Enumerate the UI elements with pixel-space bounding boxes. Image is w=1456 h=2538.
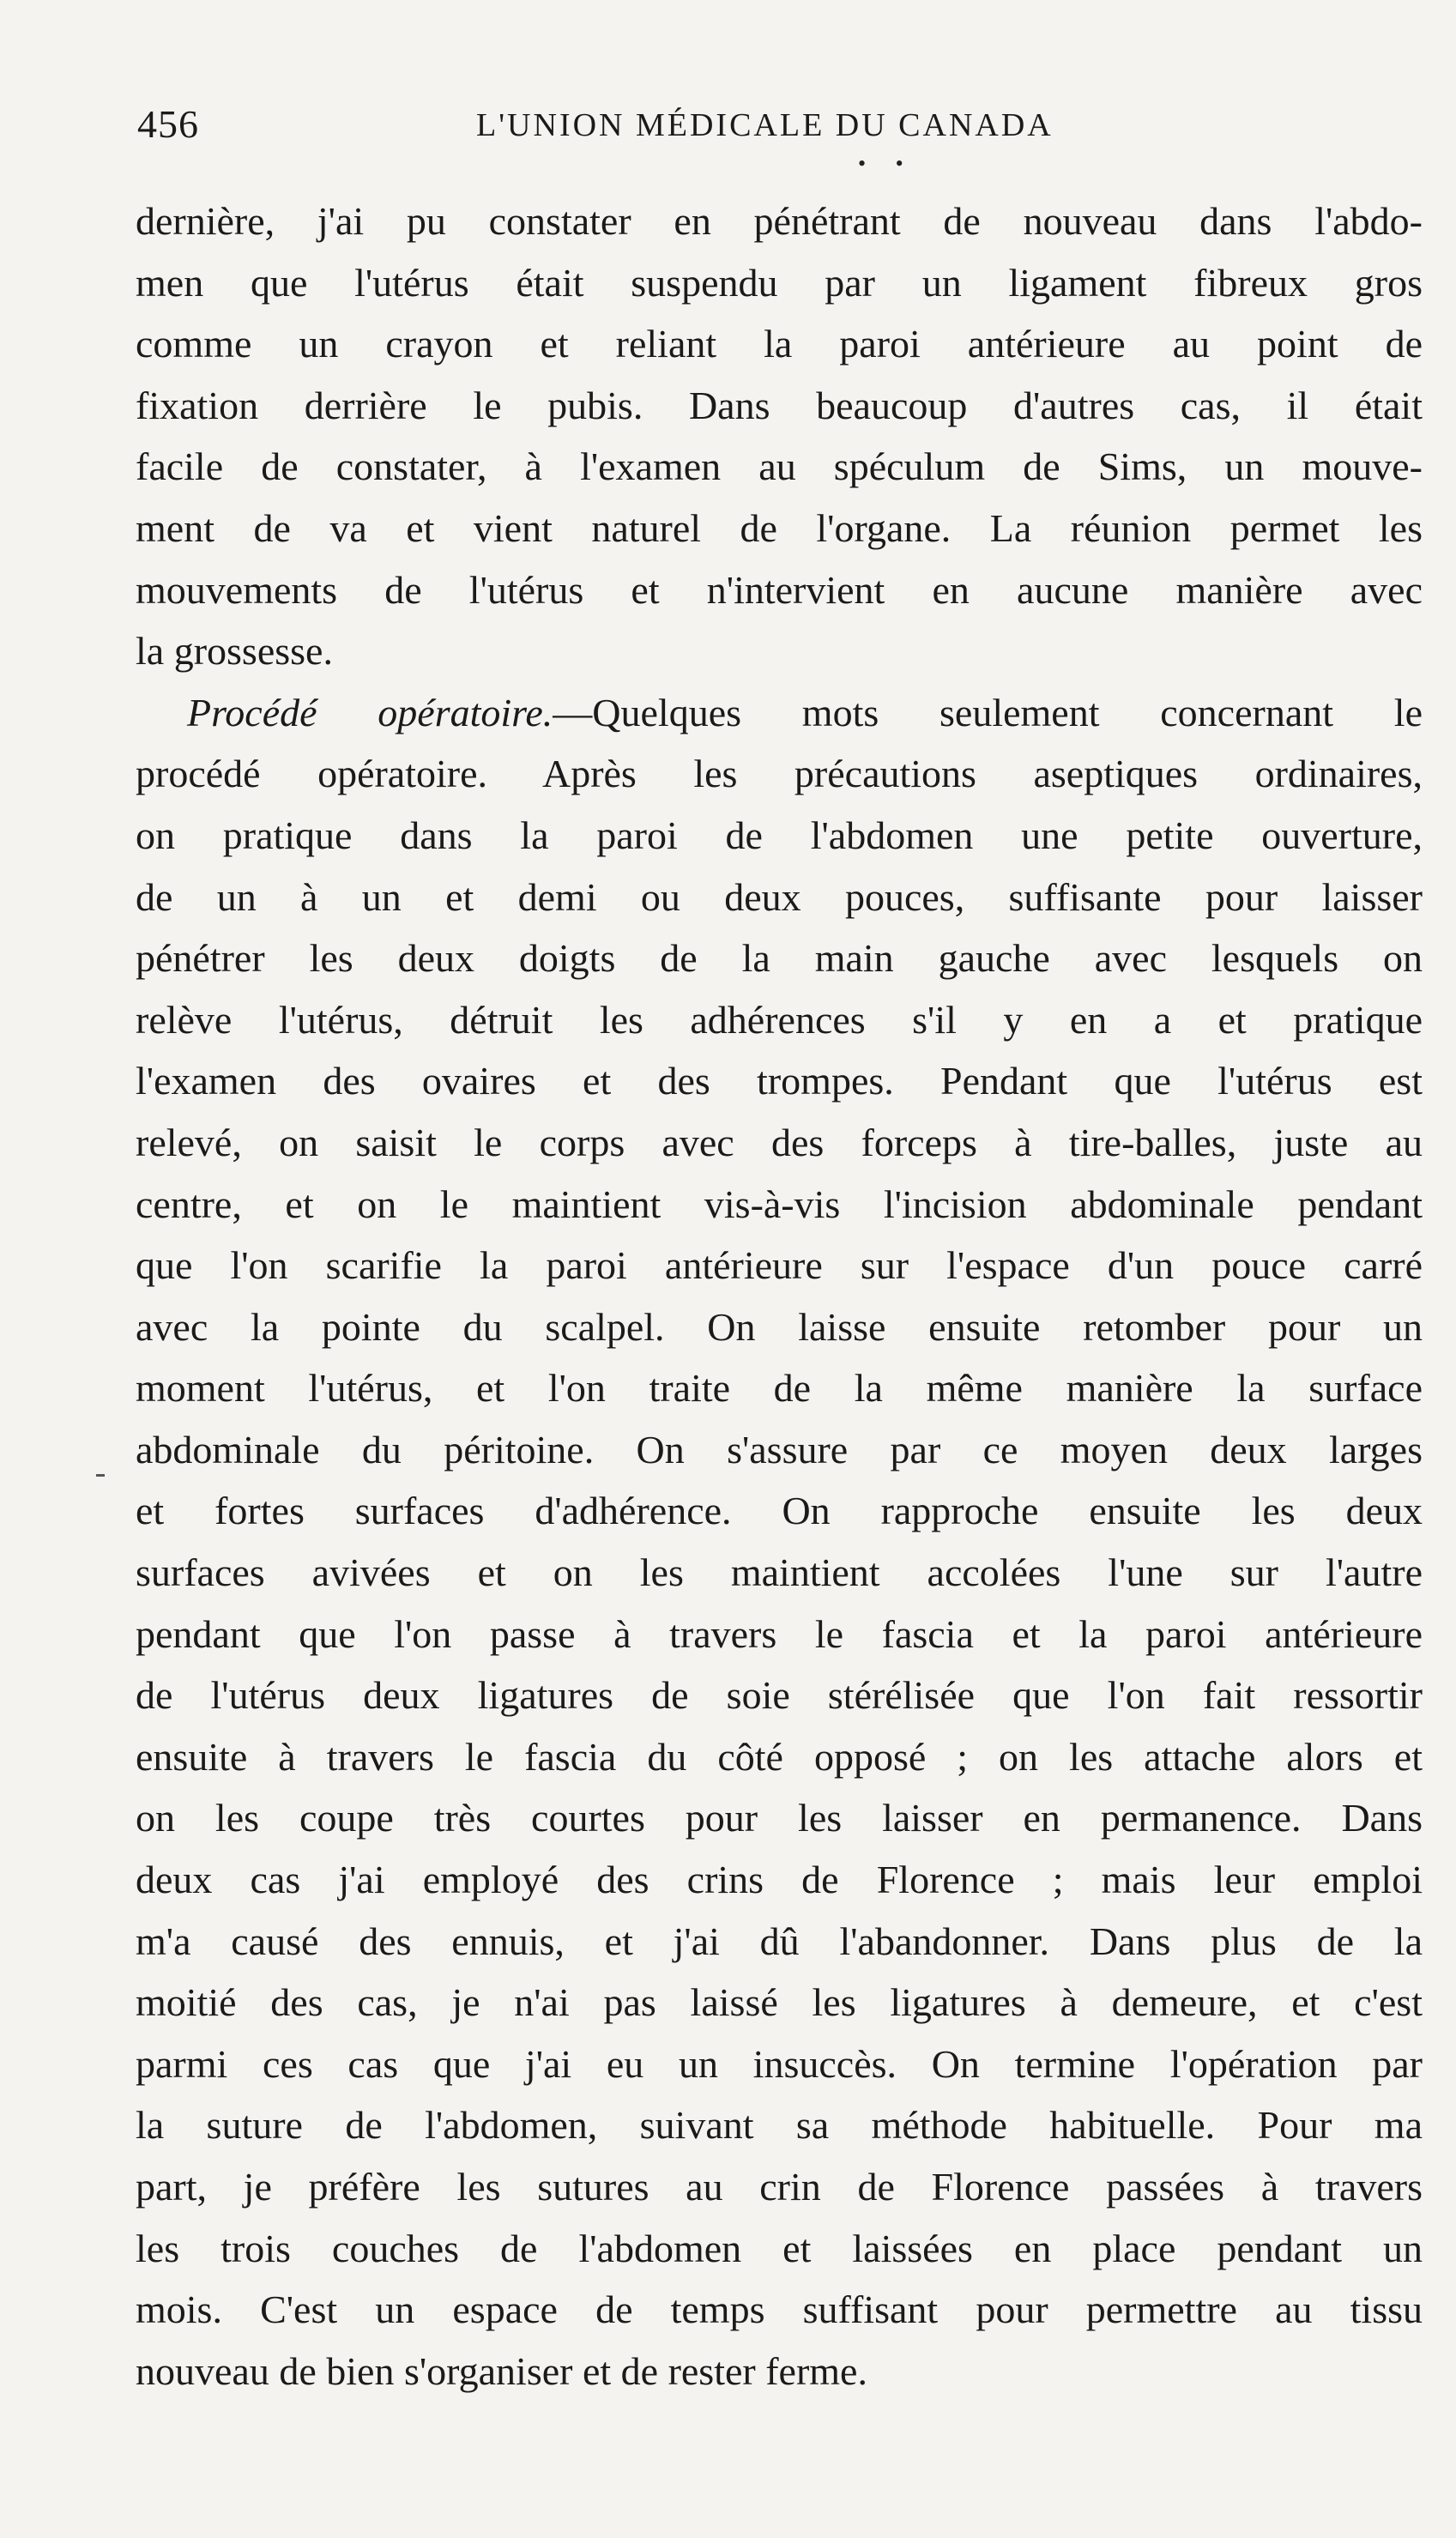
page-number: 456 (137, 102, 199, 146)
text-line: l'examen des ovaires et des trompes. Pendant que l'utérus est (136, 1059, 1423, 1103)
text-line: relève l'utérus, détruit les adhérences s'il y en a et pratique (136, 997, 1423, 1042)
text-line: abdominale du péritoine. On s'assure par ce moyen deux larges (136, 1427, 1423, 1471)
text-line: on les coupe très courtes pour les laisser en permanence. Dans (136, 1796, 1423, 1840)
margin-mark (96, 1474, 105, 1477)
text-line: m'a causé des ennuis, et j'ai dû l'abandonner. Dans plus de la (136, 1919, 1423, 1963)
text-line: men que l'utérus était suspendu par un ligament fibreux gros (136, 260, 1423, 305)
text-line: ment de va et vient naturel de l'organe. La réunion permet les (136, 505, 1423, 550)
text-line: comme un crayon et reliant la paroi antérieure au point de (136, 322, 1423, 366)
body-text (136, 190, 1423, 2402)
text-line: centre, et on le maintient vis-à-vis l'incision abdominale pendant (136, 1181, 1423, 1226)
text-line: de l'utérus deux ligatures de soie stérélisée que l'on fait ressortir (136, 1673, 1423, 1718)
text-fragment: —Quelques mots seulement concernant le (553, 690, 1423, 734)
text-line: fixation derrière le pubis. Dans beaucoup d'autres cas, il était (136, 383, 1423, 427)
text-line: parmi ces cas que j'ai eu un insuccès. On termine l'opération par (136, 2041, 1423, 2086)
text-line: moment l'utérus, et l'on traite de la même manière la surface (136, 1366, 1423, 1411)
header-dots: • • (858, 151, 915, 176)
text-line: que l'on scarifie la paroi antérieure sur l'espace d'un pouce carré (136, 1243, 1423, 1288)
text-line: avec la pointe du scalpel. On laisse ensuite retomber pour un (136, 1304, 1423, 1349)
text-line: surfaces avivées et on les maintient accolées l'une sur l'autre (136, 1550, 1423, 1595)
text-line: relevé, on saisit le corps avec des forceps à tire-balles, juste au (136, 1120, 1423, 1164)
text-line: la suture de l'abdomen, suivant sa méthode habituelle. Pour ma (136, 2103, 1423, 2148)
text-line: la grossesse. (136, 629, 333, 674)
section-heading: Procédé opératoire. (187, 690, 553, 734)
text-line: part, je préfère les sutures au crin de Florence passées à travers (136, 2165, 1423, 2209)
paragraph-heading-line (136, 682, 1423, 744)
text-line: facile de constater, à l'examen au spéculum de Sims, un mouve- (136, 444, 1423, 489)
text-line: ensuite à travers le fascia du côté opposé ; on les attache alors et (136, 1734, 1423, 1779)
text-line: de un à un et demi ou deux pouces, suffisante pour laisser (136, 874, 1423, 919)
text-line: pendant que l'on passe à travers le fascia et la paroi antérieure (136, 1611, 1423, 1656)
page-header (137, 101, 1416, 161)
text-line: deux cas j'ai employé des crins de Florence ; mais leur emploi (136, 1858, 1423, 1902)
text-line: les trois couches de l'abdomen et laissées en place pendant un (136, 2226, 1423, 2270)
text-line: pénétrer les deux doigts de la main gauche avec lesquels on (136, 936, 1423, 981)
text-line: et fortes surfaces d'adhérence. On rapproche ensuite les deux (136, 1489, 1423, 1533)
text-line: dernière, j'ai pu constater en pénétrant de nouveau dans l'abdo- (136, 199, 1423, 243)
running-head: L'UNION MÉDICALE DU CANADA (476, 107, 1054, 143)
text-line: procédé opératoire. Après les précautions aseptiques ordinaires, (136, 752, 1423, 796)
text-line: nouveau de bien s'organiser et de rester ferme. (136, 2348, 867, 2393)
text-line: mois. C'est un espace de temps suffisant pour permettre au tissu (136, 2287, 1423, 2332)
text-line: mouvements de l'utérus et n'intervient en aucune manière avec (136, 567, 1423, 612)
text-line: moitié des cas, je n'ai pas laissé les ligatures à demeure, et c'est (136, 1980, 1423, 2025)
text-line: on pratique dans la paroi de l'abdomen une petite ouverture, (136, 813, 1423, 857)
